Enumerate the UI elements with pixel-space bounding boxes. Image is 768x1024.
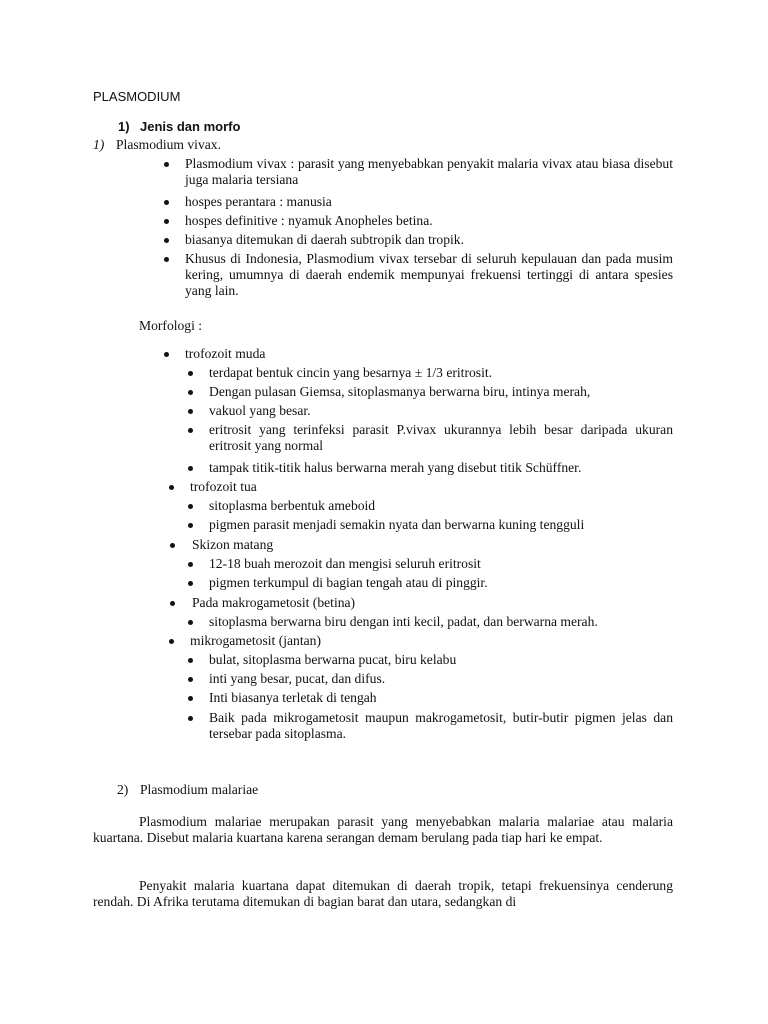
bullet-icon (188, 716, 193, 721)
malariae-paragraph: Plasmodium malariae merupakan parasit yang menyebabkan malaria malariae atau malaria kuartana. Disebut malaria kuartana karena serangan demam berulang pada tiap hari ke empat. (93, 814, 673, 845)
bullet-icon (188, 371, 193, 376)
bullet-icon (188, 523, 193, 528)
vivax-bullet: hospes perantara : manusia (185, 194, 332, 209)
bullet-icon (188, 620, 193, 625)
stage-item: inti yang besar, pucat, dan difus. (209, 671, 386, 686)
stage-item: pigmen parasit menjadi semakin nyata dan berwarna kuning tengguli (209, 517, 585, 532)
stage-item: eritrosit yang terinfeksi parasit P.vivax ukurannya lebih besar daripada ukuran eritrosit yang normal (209, 422, 673, 453)
stage-item: sitoplasma berbentuk ameboid (209, 498, 376, 513)
bullet-icon (188, 466, 193, 471)
stage-item: sitoplasma berwarna biru dengan inti kecil, padat, dan berwarna merah. (209, 614, 598, 629)
vivax-bullet: Khusus di Indonesia, Plasmodium vivax tersebar di seluruh kepulauan dan pada musim kering, umumnya di daerah endemik mempunyai frekuensi tertinggi di antara spesies yang lain. (185, 251, 673, 298)
morfologi-label: Morfologi : (139, 318, 203, 333)
stage-item: pigmen terkumpul di bagian tengah atau di pinggir. (209, 575, 488, 590)
stage-label: trofozoit tua (190, 479, 257, 494)
bullet-icon (164, 219, 169, 224)
vivax-title: Plasmodium vivax. (116, 137, 221, 152)
vivax-bullet: hospes definitive : nyamuk Anopheles betina. (185, 213, 433, 228)
bullet-icon (164, 257, 169, 262)
stage-item: Baik pada mikrogametosit maupun makrogametosit, butir-butir pigmen jelas dan tersebar pada sitoplasma. (209, 710, 673, 741)
vivax-bullet: biasanya ditemukan di daerah subtropik dan tropik. (185, 232, 464, 247)
malariae-title: Plasmodium malariae (140, 782, 259, 797)
bullet-icon (164, 200, 169, 205)
bullet-icon (188, 658, 193, 663)
bullet-icon (188, 409, 193, 414)
stage-item: 12-18 buah merozoit dan mengisi seluruh eritrosit (209, 556, 481, 571)
bullet-icon (169, 639, 174, 644)
bullet-icon (164, 162, 169, 167)
bullet-icon (188, 696, 193, 701)
bullet-icon (164, 352, 169, 357)
bullet-icon (188, 562, 193, 567)
stage-item: Inti biasanya terletak di tengah (209, 690, 377, 705)
stage-item: bulat, sitoplasma berwarna pucat, biru kelabu (209, 652, 457, 667)
bullet-icon (188, 428, 193, 433)
bullet-icon (170, 543, 175, 548)
bullet-icon (188, 504, 193, 509)
stage-item: tampak titik-titik halus berwarna merah yang disebut titik Schüffner. (209, 460, 582, 475)
vivax-number: 1) (93, 137, 105, 152)
stage-label: mikrogametosit (jantan) (190, 633, 321, 648)
heading-jenis-dan-morfo: Jenis dan morfo (140, 119, 241, 134)
bullet-icon (188, 677, 193, 682)
bullet-icon (164, 238, 169, 243)
heading-number: 1) (118, 119, 130, 134)
bullet-icon (188, 390, 193, 395)
stage-item: vakuol yang besar. (209, 403, 311, 418)
malariae-paragraph: Penyakit malaria kuartana dapat ditemukan di daerah tropik, tetapi frekuensinya cenderung rendah. Di Afrika terutama ditemukan di bagian barat dan utara, sedangkan di (93, 878, 673, 909)
stage-label: Pada makrogametosit (betina) (192, 595, 356, 610)
malariae-number: 2) (117, 782, 129, 797)
stage-item: terdapat bentuk cincin yang besarnya ± 1/3 eritrosit. (209, 365, 493, 380)
bullet-icon (170, 601, 175, 606)
page-title: PLASMODIUM (93, 89, 181, 104)
bullet-icon (169, 485, 174, 490)
vivax-bullet: Plasmodium vivax : parasit yang menyebabkan penyakit malaria vivax atau biasa disebut juga malaria tersiana (185, 156, 673, 187)
stage-item: Dengan pulasan Giemsa, sitoplasmanya berwarna biru, intinya merah, (209, 384, 591, 399)
stage-label: Skizon matang (192, 537, 274, 552)
stage-label: trofozoit muda (185, 346, 266, 361)
bullet-icon (188, 581, 193, 586)
